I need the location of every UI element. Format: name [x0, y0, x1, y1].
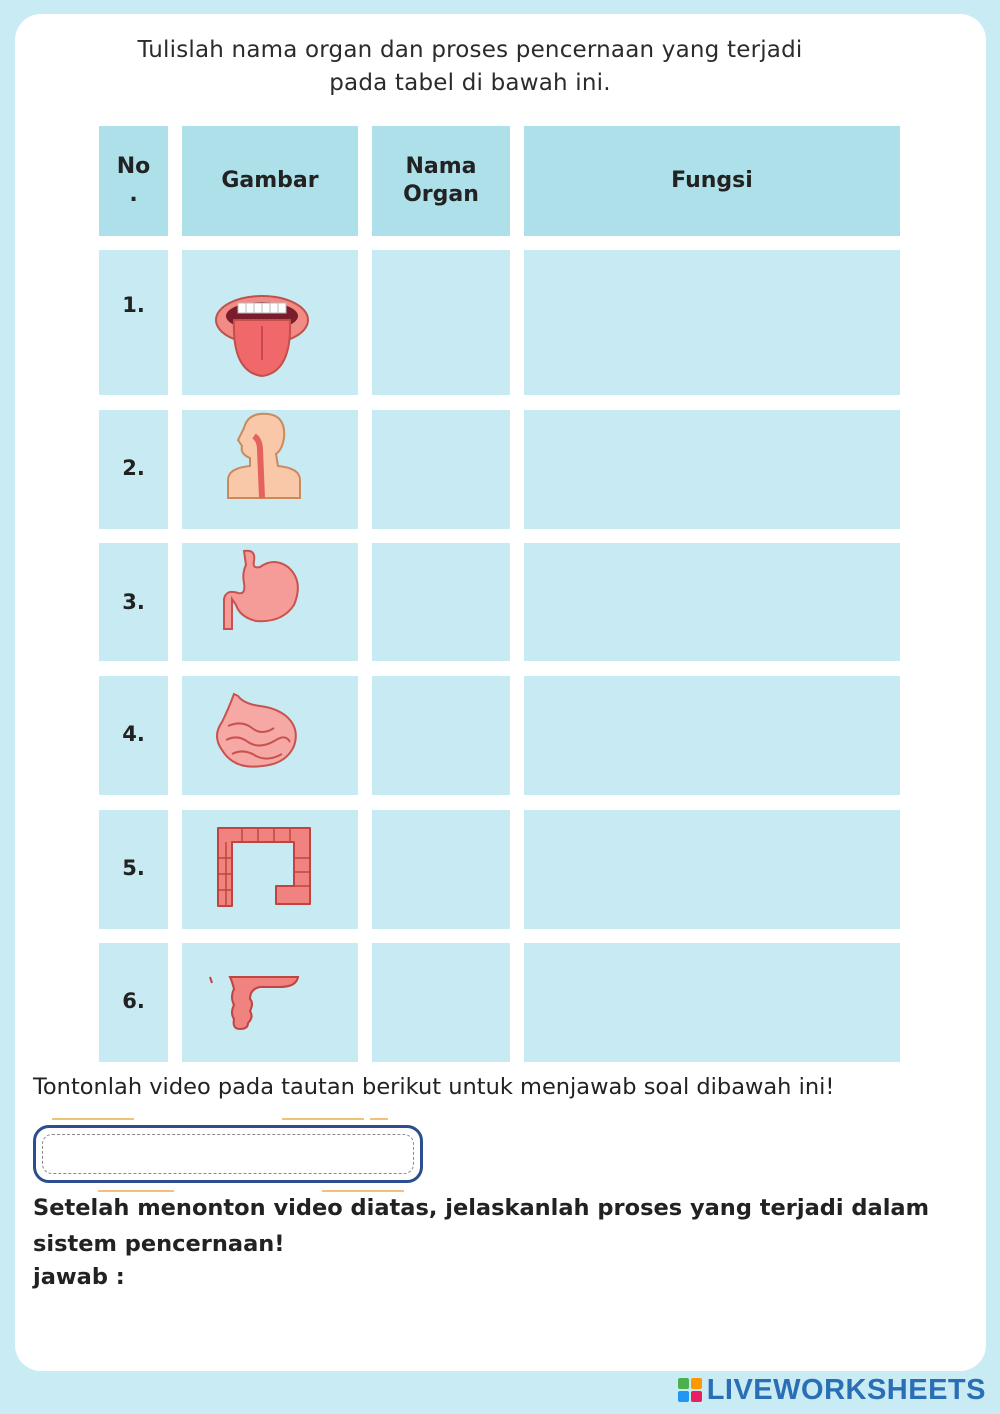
brand-footer — [677, 1372, 986, 1408]
question-text: Setelah menonton video diatas, jelaskanlah proses yang terjadi dalam sistem pencernaan! — [33, 1195, 930, 1257]
header-gambar — [182, 126, 358, 236]
header-no-label: No — [116, 154, 151, 179]
row-2-number: 2. — [122, 456, 145, 481]
row-3-nama-organ[interactable] — [372, 543, 510, 661]
large-intestine-icon — [182, 810, 358, 929]
row-6-no — [99, 943, 168, 1062]
header-organ-label: Organ — [403, 182, 479, 207]
row-5-number: 5. — [122, 856, 145, 881]
row-3-fungsi[interactable] — [524, 543, 900, 661]
brand-name: LIVEWORKSHEETS — [706, 1373, 986, 1406]
row-5-no — [99, 810, 168, 929]
row-6-fungsi[interactable] — [524, 943, 900, 1062]
rectum-icon — [182, 943, 358, 1062]
row-2-nama-organ[interactable] — [372, 410, 510, 529]
header-no — [99, 126, 168, 236]
row-3-no — [99, 543, 168, 661]
row-4-nama-organ[interactable] — [372, 676, 510, 795]
header-gambar-label: Gambar — [221, 168, 319, 193]
row-2-no — [99, 410, 168, 529]
header-no-dot: . — [129, 182, 138, 207]
row-1-gambar — [182, 250, 358, 395]
row-5-fungsi[interactable] — [524, 810, 900, 929]
video-instruction: Tontonlah video pada tautan berikut untuk menjawab soal dibawah ini! — [33, 1074, 835, 1100]
row-2-gambar — [182, 410, 358, 529]
header-fungsi — [524, 126, 900, 236]
row-4-number: 4. — [122, 722, 145, 747]
small-intestine-icon — [182, 676, 358, 795]
row-1-no — [99, 250, 168, 395]
row-1-fungsi[interactable] — [524, 250, 900, 395]
row-3-number: 3. — [122, 590, 145, 614]
row-3-gambar — [182, 543, 358, 661]
instructions-line-2: pada tabel di bawah ini. — [329, 70, 611, 96]
row-1-number: 1. — [122, 293, 145, 318]
esophagus-icon — [182, 410, 358, 529]
row-4-gambar — [182, 676, 358, 795]
header-nama-organ — [372, 126, 510, 236]
answer-label: jawab : — [33, 1264, 125, 1290]
worksheet-instructions — [60, 34, 880, 100]
decorative-dash — [282, 1118, 364, 1120]
row-4-no — [99, 676, 168, 795]
row-5-nama-organ[interactable] — [372, 810, 510, 929]
row-2-fungsi[interactable] — [524, 410, 900, 529]
decorative-dash — [52, 1118, 134, 1120]
header-nama-label: Nama — [405, 154, 477, 179]
stomach-icon — [182, 543, 358, 661]
header-fungsi-label: Fungsi — [671, 168, 753, 193]
row-1-nama-organ[interactable] — [372, 250, 510, 395]
instructions-line-1: Tulislah nama organ dan proses pencernaan yang terjadi — [137, 37, 803, 63]
video-link-input-inner[interactable] — [42, 1134, 414, 1174]
row-6-nama-organ[interactable] — [372, 943, 510, 1062]
decorative-dash — [370, 1118, 388, 1120]
liveworksheets-logo-icon — [677, 1377, 703, 1403]
row-5-gambar — [182, 810, 358, 929]
row-6-gambar — [182, 943, 358, 1062]
mouth-tongue-icon — [182, 250, 358, 395]
row-6-number: 6. — [122, 989, 145, 1014]
video-link-input[interactable] — [33, 1125, 423, 1183]
row-4-fungsi[interactable] — [524, 676, 900, 795]
